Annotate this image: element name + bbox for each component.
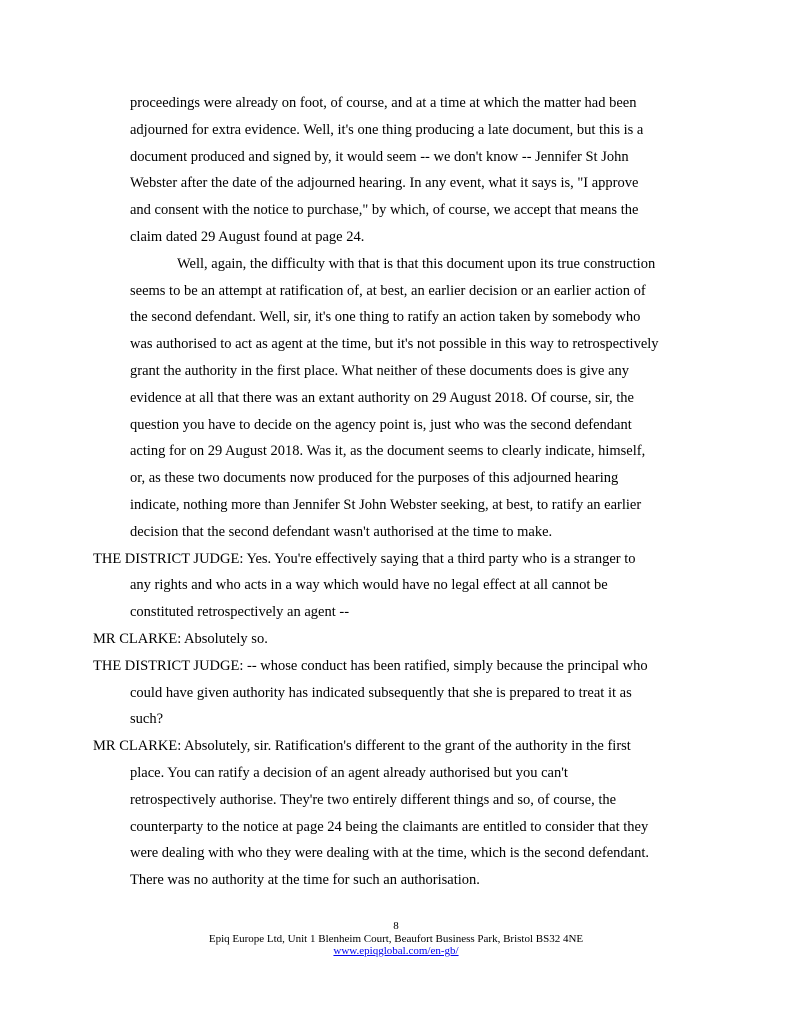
page-footer — [0, 920, 792, 958]
transcript-line: was authorised to act as agent at the time, but it's not possible in this way to retrospectively — [130, 336, 659, 353]
transcript-line: decision that the second defendant wasn't authorised at the time to make. — [130, 523, 553, 540]
speaker-line: THE DISTRICT JUDGE: -- whose conduct has been ratified, simply because the principal who — [93, 657, 648, 674]
speaker-line: MR CLARKE: Absolutely, sir. Ratification's different to the grant of the authority in the first — [93, 738, 631, 755]
transcript-line: grant the authority in the first place. What neither of these documents does is give any — [130, 362, 630, 379]
transcript-line: There was no authority at the time for such an authorisation. — [130, 872, 480, 889]
transcript-line: any rights and who acts in a way which would have no legal effect at all cannot be — [130, 577, 608, 594]
transcript-line: the second defendant. Well, sir, it's one thing to ratify an action taken by somebody who — [130, 309, 641, 326]
company-address: Epiq Europe Ltd, Unit 1 Blenheim Court, Beaufort Business Park, Bristol BS32 4NE — [208, 932, 584, 945]
speaker-line: THE DISTRICT JUDGE: Yes. You're effectively saying that a third party who is a stranger to — [93, 550, 636, 567]
transcript-line: document produced and signed by, it would seem -- we don't know -- Jennifer St John — [130, 148, 629, 165]
speaker-line: MR CLARKE: Absolutely so. — [93, 630, 268, 647]
transcript-line: question you have to decide on the agency point is, just who was the second defendant — [130, 416, 632, 433]
transcript-line: evidence at all that there was an extant authority on 29 August 2018. Of course, sir, the — [130, 389, 634, 406]
transcript-line: adjourned for extra evidence. Well, it's one thing producing a late document, but this is a — [130, 121, 644, 138]
transcript-line: acting for on 29 August 2018. Was it, as the document seems to clearly indicate, himself, — [130, 443, 646, 460]
transcript-line: were dealing with who they were dealing with at the time, which is the second defendant. — [130, 845, 650, 862]
transcript-line: could have given authority has indicated subsequently that she is prepared to treat it as — [130, 684, 632, 701]
transcript-line: or, as these two documents now produced for the purposes of this adjourned hearing — [130, 470, 619, 487]
website-link[interactable]: www.epiqglobal.com/en-gb/ — [333, 945, 459, 957]
transcript-line: indicate, nothing more than Jennifer St John Webster seeking, at best, to ratify an earlier — [130, 496, 642, 513]
transcript-line: such? — [130, 711, 164, 728]
transcript-line: retrospectively authorise. They're two entirely different things and so, of course, the — [130, 791, 617, 808]
transcript-line: place. You can ratify a decision of an agent already authorised but you can't — [130, 764, 568, 781]
transcript-line: claim dated 29 August found at page 24. — [130, 228, 365, 245]
transcript-line: and consent with the notice to purchase," by which, of course, we accept that means the — [130, 202, 639, 219]
transcript-line: seems to be an attempt at ratification of, at best, an earlier decision or an earlier action of — [130, 282, 646, 299]
page-number: 8 — [393, 920, 399, 932]
transcript-line: counterparty to the notice at page 24 being the claimants are entitled to consider that they — [130, 818, 649, 835]
transcript-body — [93, 90, 713, 894]
transcript-line: Well, again, the difficulty with that is that this document upon its true construction — [177, 255, 656, 272]
transcript-line: Webster after the date of the adjourned hearing. In any event, what it says is, "I approve — [130, 175, 639, 192]
transcript-line: constituted retrospectively an agent -- — [130, 604, 350, 621]
transcript-line: proceedings were already on foot, of course, and at a time at which the matter had been — [130, 95, 637, 111]
